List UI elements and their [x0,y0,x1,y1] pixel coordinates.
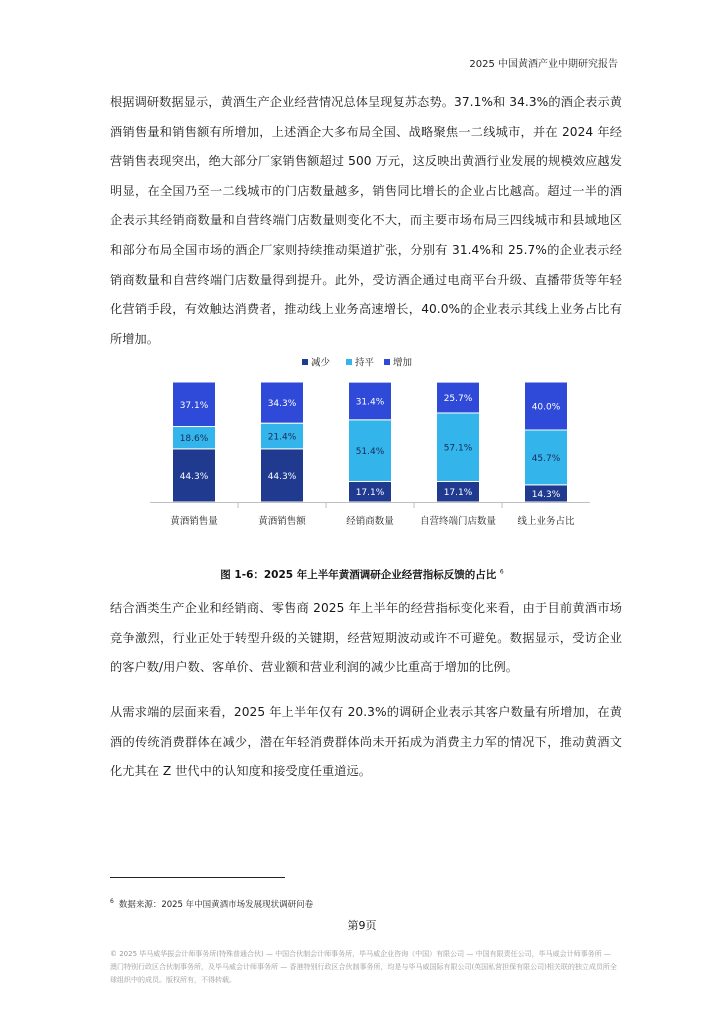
body-paragraph-1: 根据调研数据显示，黄酒生产企业经营情况总体呈现复苏态势。37.1%和 34.3%的酒企表示黄酒销售量和销售额有所增加，上述酒企大多布局全国、战略聚焦一二线城市，并在 2024 年经营销售表现突出，绝大部分厂家销售额超过 500 万元，这反映出黄酒行业发展的规模效应越发明显，在全国乃至一二线城市的门店数量越多，销售同比增长的企业占比越高。超过一半的酒企表示其经销商数量和自营终端门店数量则变化不大，而主要市场布局三四线城市和县域地区和部分布局全国市场的酒企厂家则持续推动渠道扩张，分别有 31.4%和 25.7%的企业表示经销商数量和自营终端门店数量得到提升。此外，受访酒企通过电商平台升级、直播带货等年轻化营销手段，有效触达消费者，推动线上业务高速增长，40.0%的企业表示其线上业务占比有所增加。 [110,95,622,346]
data-label-0-2: 37.1% [179,400,209,411]
legend-swatch-1 [346,359,352,365]
data-label-0-1: 18.6% [179,434,209,445]
data-label-3-2: 25.7% [443,394,473,405]
body-paragraph-2: 结合酒类生产企业和经销商、零售商 2025 年上半年的经营指标变化来看，由于目前黄酒市场竞争激烈，行业正处于转型升级的关键期，经营短期波动或许不可避免。数据显示，受访企业的客户数/用户数、客单价、营业额和营业利润的减少比重高于增加的比例。 [110,601,622,675]
category-label-0: 黄酒销售量 [170,516,218,527]
data-label-0-0: 44.3% [179,471,209,482]
footnote-number: 6 [110,898,114,905]
caption-footnote-ref: 6 [499,568,504,576]
data-label-1-1: 21.4% [267,432,297,443]
data-label-3-0: 17.1% [443,488,473,499]
data-label-3-1: 57.1% [443,443,473,454]
category-label-4: 线上业务占比 [517,516,575,527]
data-label-1-2: 34.3% [267,399,297,410]
footnote-text: 数据来源：2025 年中国黄酒市场发展现状调研问卷 [118,900,314,910]
stacked-bar-chart [150,350,590,540]
legend-swatch-2 [384,359,390,365]
footnote [110,898,313,910]
footnote-divider [110,877,285,878]
legend-swatch-0 [302,359,308,365]
data-label-1-0: 44.3% [267,471,297,482]
category-label-1: 黄酒销售额 [258,516,306,527]
report-header: 2025 中国黄酒产业中期研究报告 [469,59,618,70]
caption-text: 图 1-6：2025 年上半年黄酒调研企业经营指标反馈的占比 [220,569,497,581]
data-label-2-1: 51.4% [355,447,385,458]
figure-caption [0,567,724,582]
data-label-2-0: 17.1% [355,488,385,499]
data-label-4-0: 14.3% [531,489,561,500]
page-number: 第9页 [347,919,377,932]
legend-label-0: 减少 [311,357,331,369]
category-label-3: 自营终端门店数量 [419,516,497,527]
category-label-2: 经销商数量 [346,516,394,527]
data-label-2-2: 31.4% [355,397,385,408]
legend-label-1: 持平 [355,357,375,369]
chart-svg [150,350,590,540]
legend-label-2: 增加 [393,357,413,369]
data-label-4-2: 40.0% [531,402,561,413]
data-label-4-1: 45.7% [531,453,561,464]
body-paragraph-3: 从需求端的层面来看，2025 年上半年仅有 20.3%的调研企业表示其客户数量有所增加，在黄酒的传统消费群体在减少，潜在年轻消费群体尚未开拓成为消费主力军的情况下，推动黄酒文化尤其在 Z 世代中的认知度和接受度任重道远。 [110,705,622,779]
copyright-disclaimer: © 2025 毕马威华振会计师事务所(特殊普通合伙) — 中国合伙制会计师事务所，毕马威企业咨询（中国）有限公司 — 中国有限责任公司，毕马威会计师事务所 — 澳门特别行政区合伙制事务所，及毕马威会计师事务所 — 香港特别行政区合伙制事务所，均是与毕马威国际有限公司(英国私营担保有限公司)相关联的独立成员所全球组织中的成员。版权所有，不得转载。 [110,950,617,984]
